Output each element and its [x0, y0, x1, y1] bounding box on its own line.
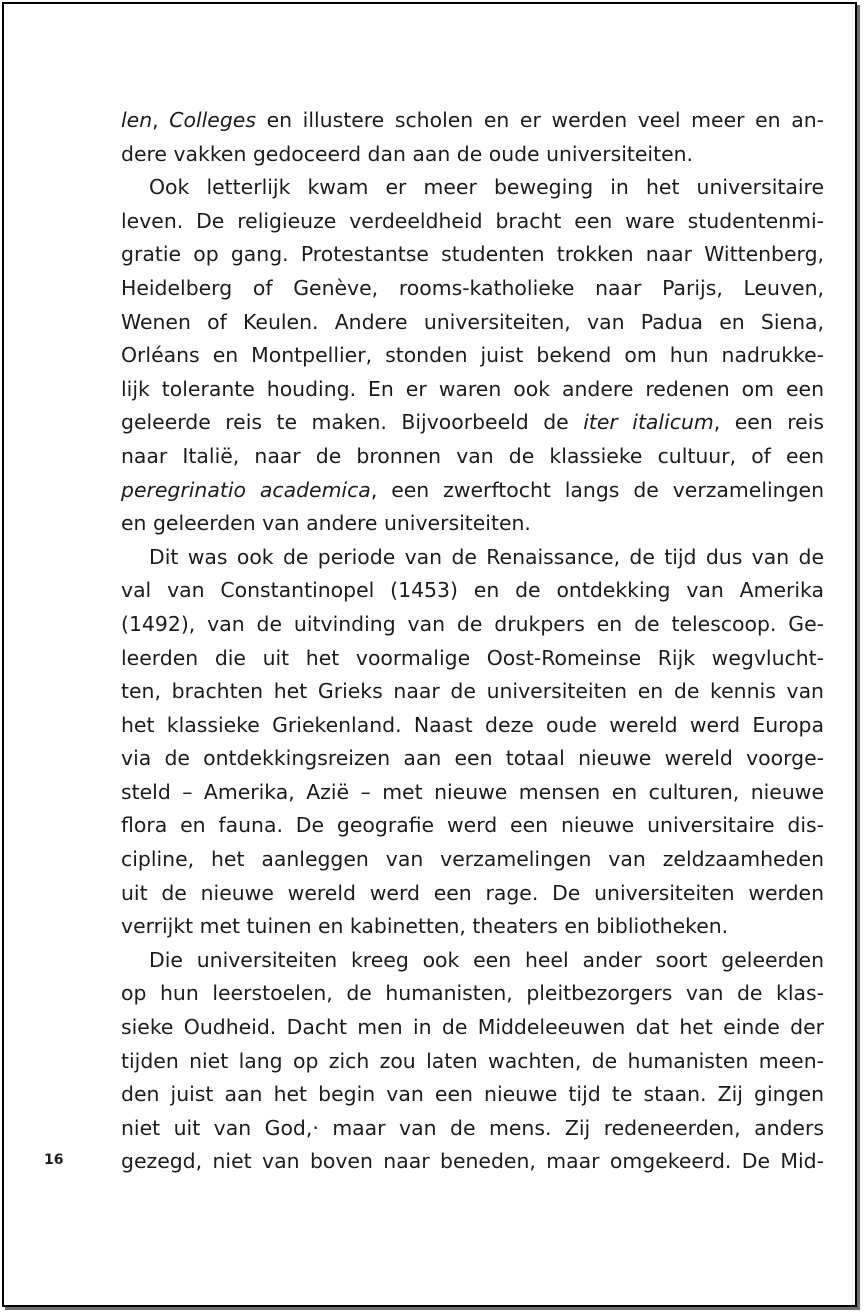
- italic-text: Colleges: [169, 108, 256, 132]
- text-line: [121, 642, 824, 676]
- text-span: en geleerden van andere universiteiten.: [121, 511, 531, 536]
- text-line: [121, 1045, 824, 1079]
- text-line: [121, 675, 824, 709]
- text-span: ten, brachten het Grieks naar de universiteiten en de kennis van: [121, 679, 824, 704]
- text-line: [121, 238, 824, 272]
- text-line: [121, 339, 824, 373]
- text-line: [121, 709, 824, 743]
- text-span: het klassieke Griekenland. Naast deze oude wereld werd Europa: [121, 712, 824, 737]
- text-span: lijk tolerante houding. En er waren ook andere redenen om een: [121, 376, 824, 401]
- text-line: [121, 406, 824, 440]
- text-span: den juist aan het begin van een nieuwe tijd te staan. Zij gingen: [121, 1082, 824, 1107]
- text-span: tijden niet lang op zich zou laten wachten, de humanisten meen-: [121, 1048, 824, 1073]
- page-number: 16: [44, 1152, 64, 1168]
- text-span: Heidelberg of Genève, rooms-katholieke naar Parijs, Leuven,: [121, 275, 824, 300]
- text-span: verrijkt met tuinen en kabinetten, theaters en bibliotheken.: [121, 914, 729, 939]
- book-page: [2, 2, 857, 1307]
- text-line: [121, 809, 824, 843]
- text-span: steld – Amerika, Azië – met nieuwe mensen en culturen, nieuwe: [121, 779, 824, 804]
- text-span: leerden die uit het voormalige Oost-Romeinse Rijk wegvlucht-: [121, 645, 824, 670]
- text-line: [121, 205, 824, 239]
- text-line: [121, 843, 824, 877]
- text-span: en illustere scholen en er werden veel meer en an-: [255, 108, 825, 132]
- text-span: val van Constantinopel (1453) en de ontdekking van Amerika: [121, 578, 824, 603]
- text-span: Orléans en Montpellier, stonden juist bekend om hun nadrukke-: [121, 343, 824, 368]
- text-line: [121, 608, 824, 642]
- text-line: [121, 1078, 824, 1112]
- text-span: naar Italië, naar de bronnen van de klassieke cultuur, of een: [121, 443, 824, 468]
- text-line: [121, 440, 824, 474]
- text-line: [121, 977, 824, 1011]
- text-span: via de ontdekkingsreizen aan een totaal nieuwe wereld voorge-: [121, 746, 824, 771]
- text-line: [121, 541, 824, 575]
- text-span: ,: [152, 108, 170, 132]
- text-span: op hun leerstoelen, de humanisten, pleitbezorgers van de klas-: [121, 981, 824, 1006]
- text-span: , een zwerftocht langs de verzamelingen: [370, 477, 824, 502]
- text-span: geleerde reis te maken. Bijvoorbeeld de: [121, 410, 584, 435]
- text-span: gratie op gang. Protestantse studenten trokken naar Wittenberg,: [121, 242, 824, 267]
- body-text: [121, 104, 824, 1179]
- text-span: (1492), van de uitvinding van de drukpers en de telescoop. Ge-: [121, 611, 824, 636]
- text-span: dere vakken gedoceerd dan aan de oude universiteiten.: [121, 141, 694, 166]
- italic-text: len: [121, 108, 153, 132]
- text-line: [121, 474, 824, 508]
- text-line: [121, 272, 824, 306]
- text-line: [121, 574, 824, 608]
- text-line: [121, 1145, 824, 1179]
- text-span: flora en fauna. De geografie werd een nieuwe universitaire dis-: [121, 813, 824, 838]
- text-span: Dit was ook de periode van de Renaissance, de tijd dus van de: [149, 544, 824, 569]
- text-span: leven. De religieuze verdeeldheid bracht een ware studentenmi-: [121, 208, 824, 233]
- text-span: , een reis: [713, 410, 824, 435]
- text-line: [121, 104, 824, 138]
- text-span: niet uit van God,· maar van de mens. Zij redeneerden, anders: [121, 1115, 824, 1140]
- text-line: [121, 1112, 824, 1146]
- text-line: [121, 742, 824, 776]
- text-line: [121, 138, 824, 172]
- text-span: Die universiteiten kreeg ook een heel ander soort geleerden: [149, 947, 824, 972]
- text-line: [121, 910, 824, 944]
- text-line: [121, 171, 824, 205]
- text-span: uit de nieuwe wereld werd een rage. De universiteiten werden: [121, 880, 824, 905]
- text-line: [121, 944, 824, 978]
- text-span: cipline, het aanleggen van verzamelingen van zeldzaamheden: [121, 847, 824, 872]
- text-line: [121, 877, 824, 911]
- text-line: [121, 1011, 824, 1045]
- text-span: gezegd, niet van boven naar beneden, maar omgekeerd. De Mid-: [121, 1149, 824, 1174]
- text-span: sieke Oudheid. Dacht men in de Middeleeuwen dat het einde der: [121, 1015, 824, 1040]
- text-line: [121, 776, 824, 810]
- italic-text: iter italicum: [583, 410, 714, 435]
- text-line: [121, 373, 824, 407]
- text-line: [121, 507, 824, 541]
- italic-text: peregrinatio academica: [121, 477, 371, 502]
- text-span: Ook letterlijk kwam er meer beweging in het universitaire: [149, 175, 824, 200]
- text-line: [121, 306, 824, 340]
- text-span: Wenen of Keulen. Andere universiteiten, van Padua en Siena,: [121, 309, 824, 334]
